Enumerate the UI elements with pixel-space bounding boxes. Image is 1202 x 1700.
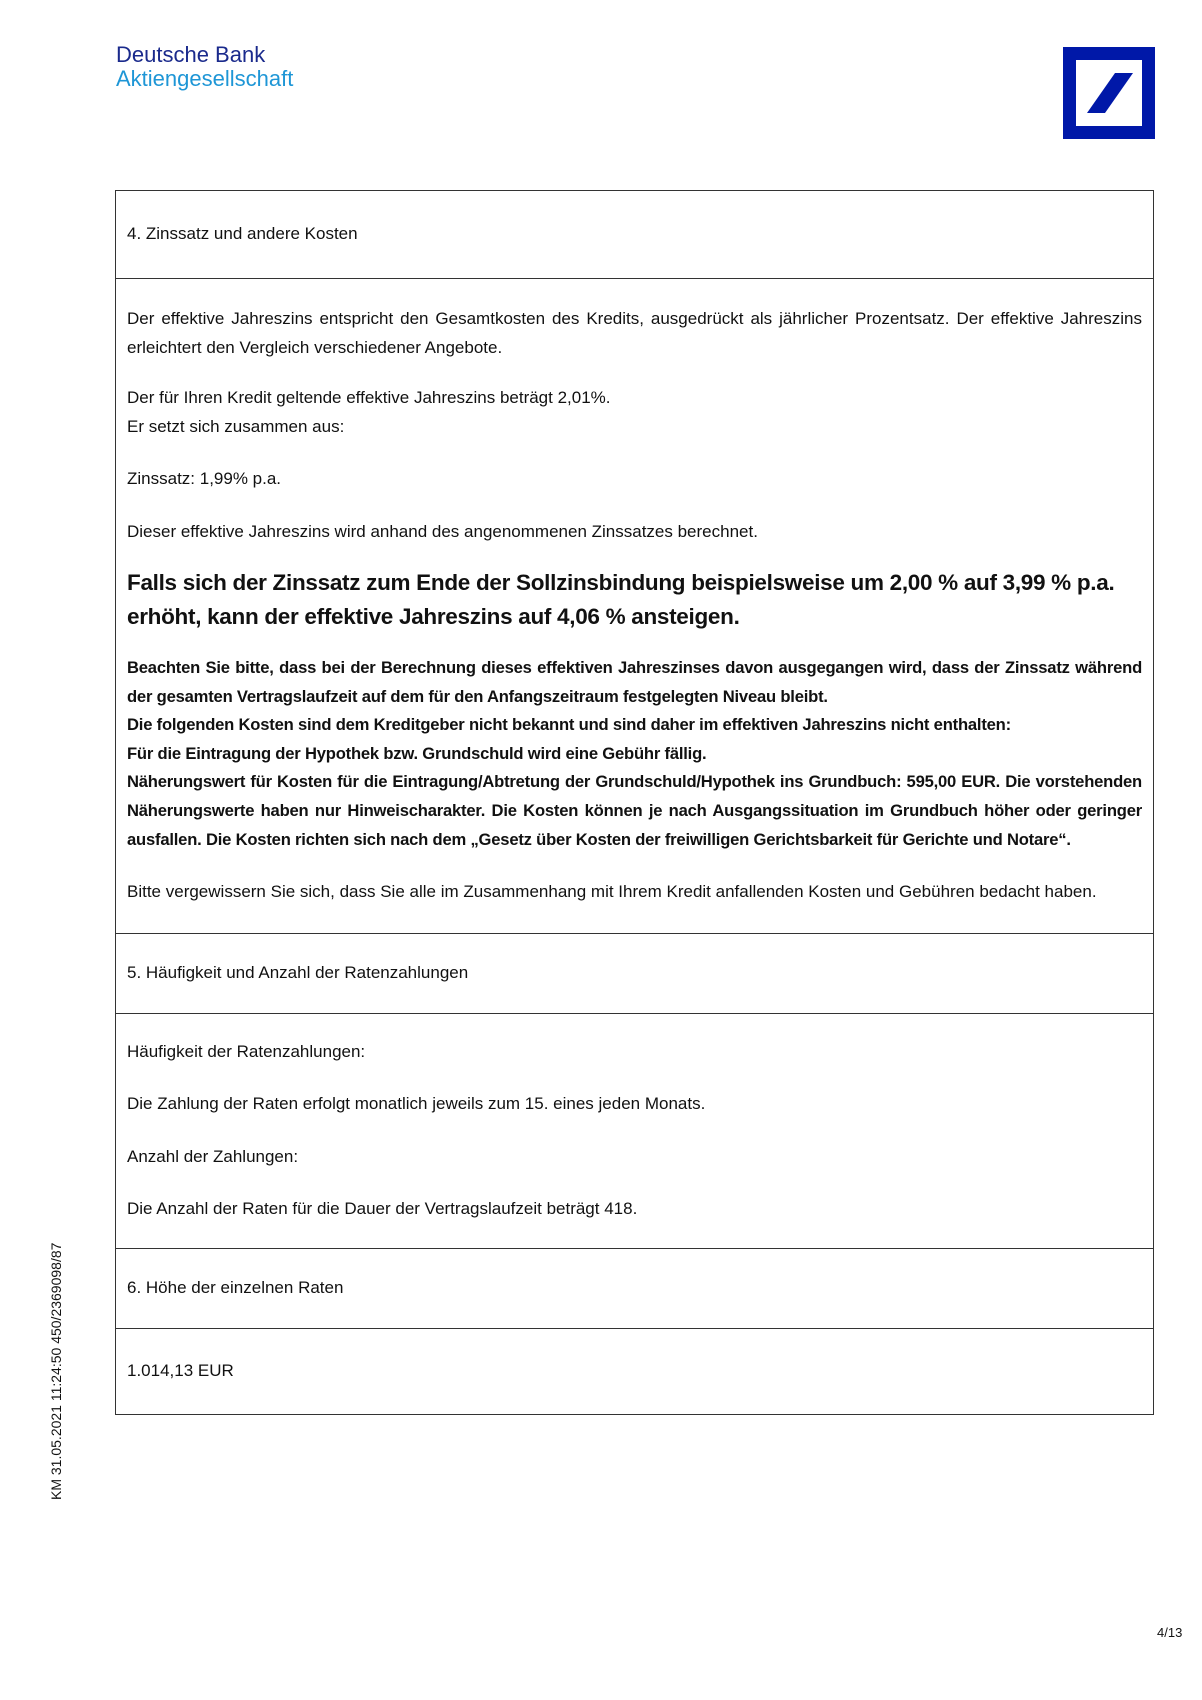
- bank-suffix: Aktiengesellschaft: [116, 66, 294, 91]
- apr-calculation-note: Dieser effektive Jahreszins wird anhand des angenommenen Zinssatzes berechnet.: [127, 521, 758, 541]
- payment-frequency-label: Häufigkeit der Ratenzahlungen:: [127, 1041, 366, 1061]
- section-5-body: [116, 1013, 1153, 1248]
- land-register-cost-estimate: Näherungswert für Kosten für die Eintragung/Abtretung der Grundschuld/Hypothek ins Grundbuch: 595,00 EUR. Die vorstehenden Näherungswerte haben nur Hinweischarakter. Die Kosten können je nach Ausgangssituation im Grundbuch höher oder geringer ausfallen. Die Kosten richten sich nach dem „Gesetz über Kosten der freiwilligen Gerichtsbarkeit für Gerichte und Notare“.: [127, 772, 1142, 849]
- document-stamp: KM 31.05.2021 11:24:50 450/2369098/87: [48, 1242, 64, 1500]
- page-number: 4/13: [1157, 1625, 1183, 1640]
- section-4-header: [116, 191, 1153, 278]
- bank-brand: [116, 44, 293, 90]
- constant-rate-note: Beachten Sie bitte, dass bei der Berechnung dieses effektiven Jahreszinses davon ausgegangen wird, dass der Zinssatz während der gesamten Vertragslaufzeit auf dem für den Anfangszeitraum festgelegten Niveau bleibt.: [127, 658, 1142, 706]
- apr-composition-label: Er setzt sich zusammen aus:: [127, 416, 345, 436]
- section-6-title: 6. Höhe der einzelnen Raten: [127, 1277, 344, 1297]
- interest-rate: Zinssatz: 1,99% p.a.: [127, 469, 282, 488]
- section-5-title: 5. Häufigkeit und Anzahl der Ratenzahlungen: [127, 962, 469, 982]
- apr-value: Der für Ihren Kredit geltende effektive Jahreszins beträgt 2,01%.: [127, 388, 611, 407]
- payment-count-text: Die Anzahl der Raten für die Dauer der Vertragslaufzeit beträgt 418.: [127, 1199, 638, 1219]
- installment-amount: 1.014,13 EUR: [127, 1360, 234, 1380]
- apr-definition: Der effektive Jahreszins entspricht den Gesamtkosten des Kredits, ausgedrückt als jährlicher Prozentsatz. Der effektive Jahreszins erleichtert den Vergleich verschiedener Angebote.: [127, 309, 1142, 357]
- loan-info-table: [115, 190, 1154, 1415]
- cost-reminder: Bitte vergewissern Sie sich, dass Sie alle im Zusammenhang mit Ihrem Kredit anfallenden Kosten und Gebühren bedacht haben.: [127, 882, 1097, 902]
- bank-name: Deutsche Bank: [116, 42, 266, 67]
- section-4-body: [116, 278, 1153, 933]
- payment-count-label: Anzahl der Zahlungen:: [127, 1146, 299, 1166]
- payment-frequency-text: Die Zahlung der Raten erfolgt monatlich jeweils zum 15. eines jeden Monats.: [127, 1094, 706, 1114]
- section-4-title: 4. Zinssatz und andere Kosten: [127, 224, 358, 244]
- excluded-costs-note: Die folgenden Kosten sind dem Kreditgeber nicht bekannt und sind daher im effektiven Jahreszins nicht enthalten:: [127, 715, 1011, 735]
- deutsche-bank-logo-icon: [1063, 47, 1155, 139]
- section-5-header: [116, 933, 1153, 1013]
- section-6-body: [116, 1328, 1153, 1414]
- rate-increase-warning: Falls sich der Zinssatz zum Ende der Sollzinsbindung beispielsweise um 2,00 % auf 3,99 % p.a. erhöht, kann der effektive Jahreszins auf 4,06 % ansteigen.: [127, 570, 1115, 629]
- section-6-header: [116, 1248, 1153, 1328]
- registration-fee-note: Für die Eintragung der Hypothek bzw. Grundschuld wird eine Gebühr fällig.: [127, 743, 707, 763]
